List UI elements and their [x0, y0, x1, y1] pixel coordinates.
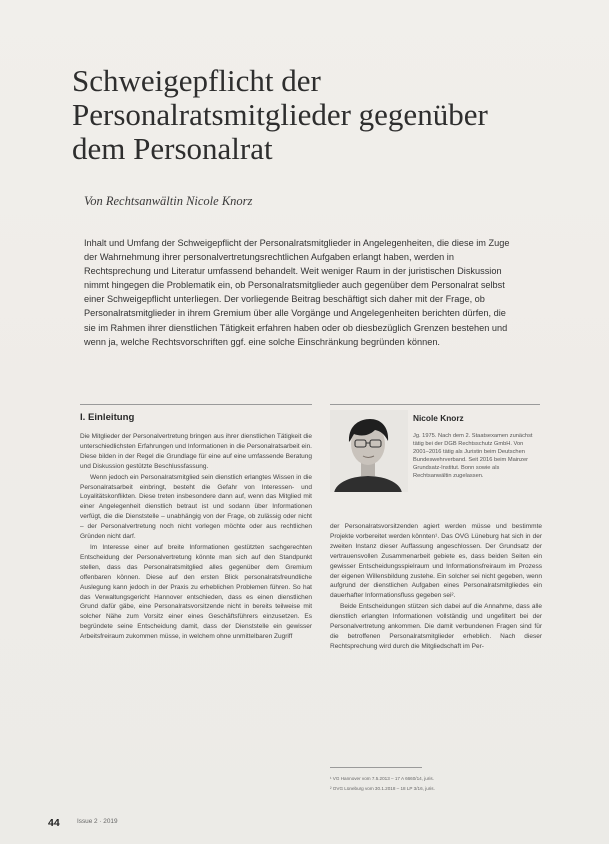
article-abstract: Inhalt und Umfang der Schweigepflicht der Personalratsmitglieder in Angelegenheiten, die diese im Zuge der Wahrnehmung ihrer personalvertretungsrechtlichen Aufgaben erlangt haben, werden in Rechtsprechung und Literatur umfassend behandelt. Weit weniger Raum in der juristischen Diskussion nimmt hingegen die Problematik ein, ob Personalratsmitglieder auch gegenüber dem Personalrat selbst einer Schweigepflicht unterliegen. Der vorliegende Beitrag beschäftigt sich daher mit der Frage, ob Personalratsmitglieder in ihrem Gremium über alle Vorgänge und Angelegenheiten berichten dürfen, die sie im Rahmen ihrer dienstlichen Tätigkeit erfahren haben oder ob diesbezüglich Grenzen bestehen und wenn ja, welche Rechtsvorschriften ggf. eine solche Einschränkung begründen können.: [84, 238, 510, 347]
page-number: 44: [48, 817, 60, 829]
footnote-rule: [330, 767, 422, 768]
footnotes: [330, 774, 550, 794]
left-column-rule: [80, 404, 312, 405]
bio-name: Nicole Knorz: [413, 413, 464, 423]
right-column: [330, 522, 542, 653]
left-paragraph: Im Interesse einer auf breite Informationen gestützten sachgerechten Entscheidung der Personalvertretung könnte man sich auf den Standpunkt stellen, dass das Personalratsmitglied alles gegenüber dem Gremium offenbaren können. Diese auf den ersten Blick personalratsfreundliche Auslegung kann jedoch in der Praxis zu erheblichen Problemen führen. So hat das Verwaltungsgericht Hannover entschieden, dass es einen dienstlichen Grund dafür gäbe, eine Personalratsvorsitzende nicht in bereits teilweise mit solcher Nähe zum Vorsitz einer eines Geschäftsführers einzusetzen. Es begründete seine Entscheidung damit, dass der Dienststelle ein gewisser Arbeitsfreiraum zukommen müsse, in welchem ohne unmittelbaren Zugriff: [80, 543, 312, 641]
left-paragraph: Die Mitglieder der Personalvertretung bringen aus ihrer dienstlichen Tätigkeit die unterschiedlichsten Erfahrungen und Informationen in die Personalratsarbeit ein. Diese bilden in der Regel die Grundlage für eine auf eine umfassende Beratung und Diskussion gestützte Beschlussfassung.: [80, 433, 312, 470]
left-column: [80, 432, 312, 643]
article-author: Von Rechtsanwältin Nicole Knorz: [84, 194, 253, 208]
right-column-rule: [330, 404, 540, 405]
footnote: ² OVG Lüneburg vom 30.1.2018 – 18 LP 3/16, juris.: [330, 786, 435, 791]
author-portrait-image: [330, 410, 408, 492]
article-title: Schweigepflicht der Personalratsmitglieder gegenüber dem Personalrat: [72, 63, 488, 166]
right-paragraph: der Personalratsvorsitzenden agiert werden müsse und bestimmte Projekte vorbereitet werden könnten¹. Das OVG Lüneburg hat sich in der zweiten Instanz dieser Auffassung angeschlossen. Der Grundsatz der vertrauensvollen Zusammenarbeit gebiete es, dass beiden Seiten ein gewisser Entscheidungsspielraum und Informationsfreiraum im Prozess der eigenen Willensbildung zustehe. Ein solcher sei nicht gegeben, wenn aufgrund der dienstlichen Aufgaben eines Personalratsmitgliedes ein dauerhafter Informationsfluss gegeben sei².: [330, 523, 542, 600]
bio-text: Jg. 1975. Nach dem 2. Staatsexamen zunächst tätig bei der DGB Rechtsschutz GmbH. Von 2001–2016 tätig als Juristin beim Deutschen Bundeswehrverband. Seit 2016 beim Mainzer Grundsatz-Institut. Bonn sowie als Rechtsanwältin zugelassen.: [413, 433, 533, 480]
right-paragraph: Beide Entscheidungen stützen sich dabei auf die Annahme, dass alle dienstlich erlangten Informationen vollständig und ungefiltert bei der Personalvertretung ankommen. Die damit verbundenen Fragen sind für die betroffenen Personalratsmitglieder erheblich. Nach dieser Rechtsprechung wird durch die Mitgliedschaft im Per-: [330, 603, 542, 650]
footnote: ¹ VG Hannover vom 7.5.2013 – 17 A 6660/14, juris.: [330, 776, 434, 781]
author-photo: [330, 410, 408, 492]
section-heading: I. Einleitung: [80, 412, 135, 423]
left-paragraph: Wenn jedoch ein Personalratsmitglied sein dienstlich erlangtes Wissen in die Personalratsarbeit einbringt, besteht die Gefahr von Interessen- und Loyalitätskonflikten. Diese treten insbesondere dann auf, wenn das Mitglied mit einer Angelegenheit dienstlich betraut ist und sodann über Informationen verfügt, die die Dienststelle – unabhängig von der Frage, ob zulässig oder nicht – der Personalvertretung noch nicht vorlegen möchte oder aus rechtlichen Gründen nicht darf.: [80, 473, 312, 541]
issue-label: Issue 2 · 2019: [77, 818, 118, 825]
